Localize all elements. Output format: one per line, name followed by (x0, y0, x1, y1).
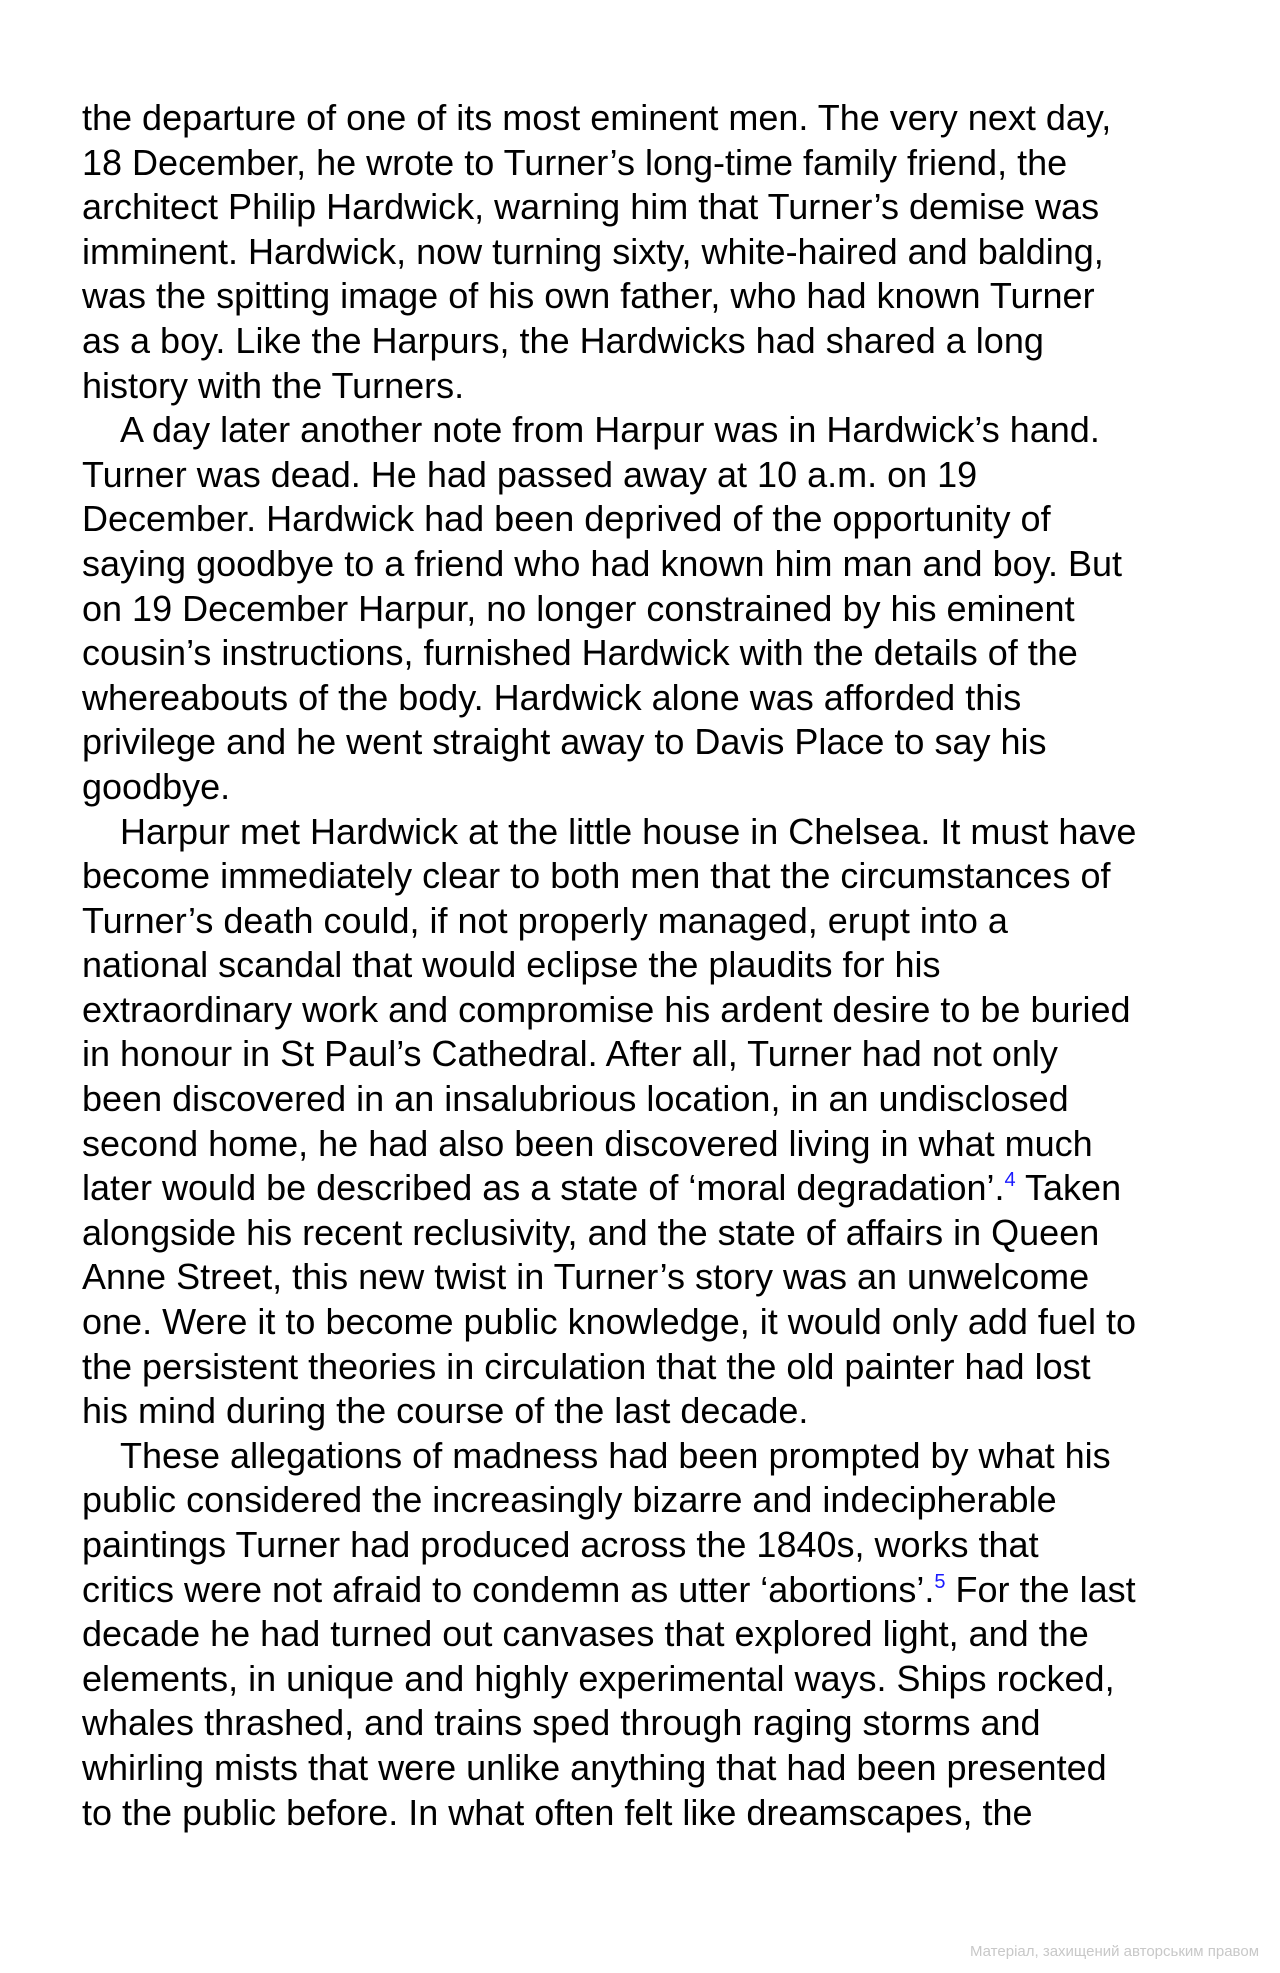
book-page-text (82, 96, 1212, 1835)
footnote-ref-5[interactable]: 5 (934, 1570, 946, 1593)
text-line: become immediately clear to both men that the circumstances of (82, 855, 1111, 897)
text-line: been discovered in an insalubrious location, in an undisclosed (82, 1078, 1069, 1120)
text-line: Anne Street, this new twist in Turner’s story was an unwelcome (82, 1256, 1090, 1298)
text-line: imminent. Hardwick, now turning sixty, white-haired and balding, (82, 230, 1104, 272)
text-line: decade he had turned out canvases that explored light, and the (82, 1613, 1089, 1655)
text-line: cousin’s instructions, furnished Hardwick with the details of the (82, 632, 1078, 674)
paragraph (82, 408, 1212, 809)
text-line: the departure of one of its most eminent men. The very next day, (82, 97, 1112, 138)
footnote-line-text: critics were not afraid to condemn as utter ‘abortions’. (82, 1568, 935, 1610)
text-line: Turner was dead. He had passed away at 10 a.m. on 19 (82, 453, 978, 495)
text-line: history with the Turners. (82, 364, 465, 406)
text-line: elements, in unique and highly experimental ways. Ships rocked, (82, 1657, 1115, 1699)
text-line: whales thrashed, and trains sped through raging storms and (82, 1702, 1041, 1744)
paragraph (82, 96, 1212, 408)
text-line: on 19 December Harpur, no longer constrained by his eminent (82, 587, 1075, 629)
text-line: December. Hardwick had been deprived of the opportunity of (82, 498, 1051, 540)
text-line: one. Were it to become public knowledge, it would only add fuel to (82, 1301, 1136, 1343)
paragraph (82, 810, 1212, 1434)
footnote-ref-4[interactable]: 4 (1004, 1169, 1016, 1192)
text-line-with-footnote (82, 1568, 1212, 1613)
text-line-with-footnote (82, 1166, 1212, 1211)
footnote-line-text: Taken (1015, 1167, 1122, 1209)
text-line: Harpur met Hardwick at the little house in Chelsea. It must have (120, 810, 1137, 852)
paragraph (82, 1434, 1212, 1835)
text-line: second home, he had also been discovered living in what much (82, 1122, 1093, 1164)
text-line: as a boy. Like the Harpurs, the Hardwicks had shared a long (82, 319, 1044, 361)
text-line: public considered the increasingly bizarre and indecipherable (82, 1479, 1057, 1521)
text-line: was the spitting image of his own father, who had known Turner (82, 275, 1095, 317)
text-line: in honour in St Paul’s Cathedral. After all, Turner had not only (82, 1033, 1058, 1075)
text-line: alongside his recent reclusivity, and the state of affairs in Queen (82, 1211, 1100, 1253)
text-line: saying goodbye to a friend who had known him man and boy. But (82, 542, 1122, 584)
text-line: privilege and he went straight away to Davis Place to say his (82, 721, 1047, 763)
text-line: A day later another note from Harpur was in Hardwick’s hand. (120, 409, 1100, 451)
text-line: national scandal that would eclipse the plaudits for his (82, 944, 941, 986)
footnote-line-text: later would be described as a state of ‘moral degradation’. (82, 1167, 1005, 1209)
copyright-watermark: Матеріал, захищений авторським правом (970, 1943, 1260, 1960)
text-line: to the public before. In what often felt like dreamscapes, the (82, 1791, 1033, 1833)
text-line: paintings Turner had produced across the 1840s, works that (82, 1524, 1039, 1565)
text-line: These allegations of madness had been prompted by what his (120, 1434, 1111, 1476)
text-line: architect Philip Hardwick, warning him that Turner’s demise was (82, 186, 1100, 228)
text-line: whirling mists that were unlike anything that had been presented (82, 1746, 1107, 1788)
text-line: whereabouts of the body. Hardwick alone was afforded this (82, 676, 1022, 718)
text-line: Turner’s death could, if not properly managed, erupt into a (82, 899, 1008, 941)
text-line: the persistent theories in circulation that the old painter had lost (82, 1345, 1091, 1387)
text-line: 18 December, he wrote to Turner’s long-time family friend, the (82, 141, 1068, 183)
text-line: goodbye. (82, 765, 231, 807)
footnote-line-text: For the last (945, 1568, 1136, 1610)
text-line: his mind during the course of the last decade. (82, 1390, 809, 1432)
text-line: extraordinary work and compromise his ardent desire to be buried (82, 988, 1131, 1030)
